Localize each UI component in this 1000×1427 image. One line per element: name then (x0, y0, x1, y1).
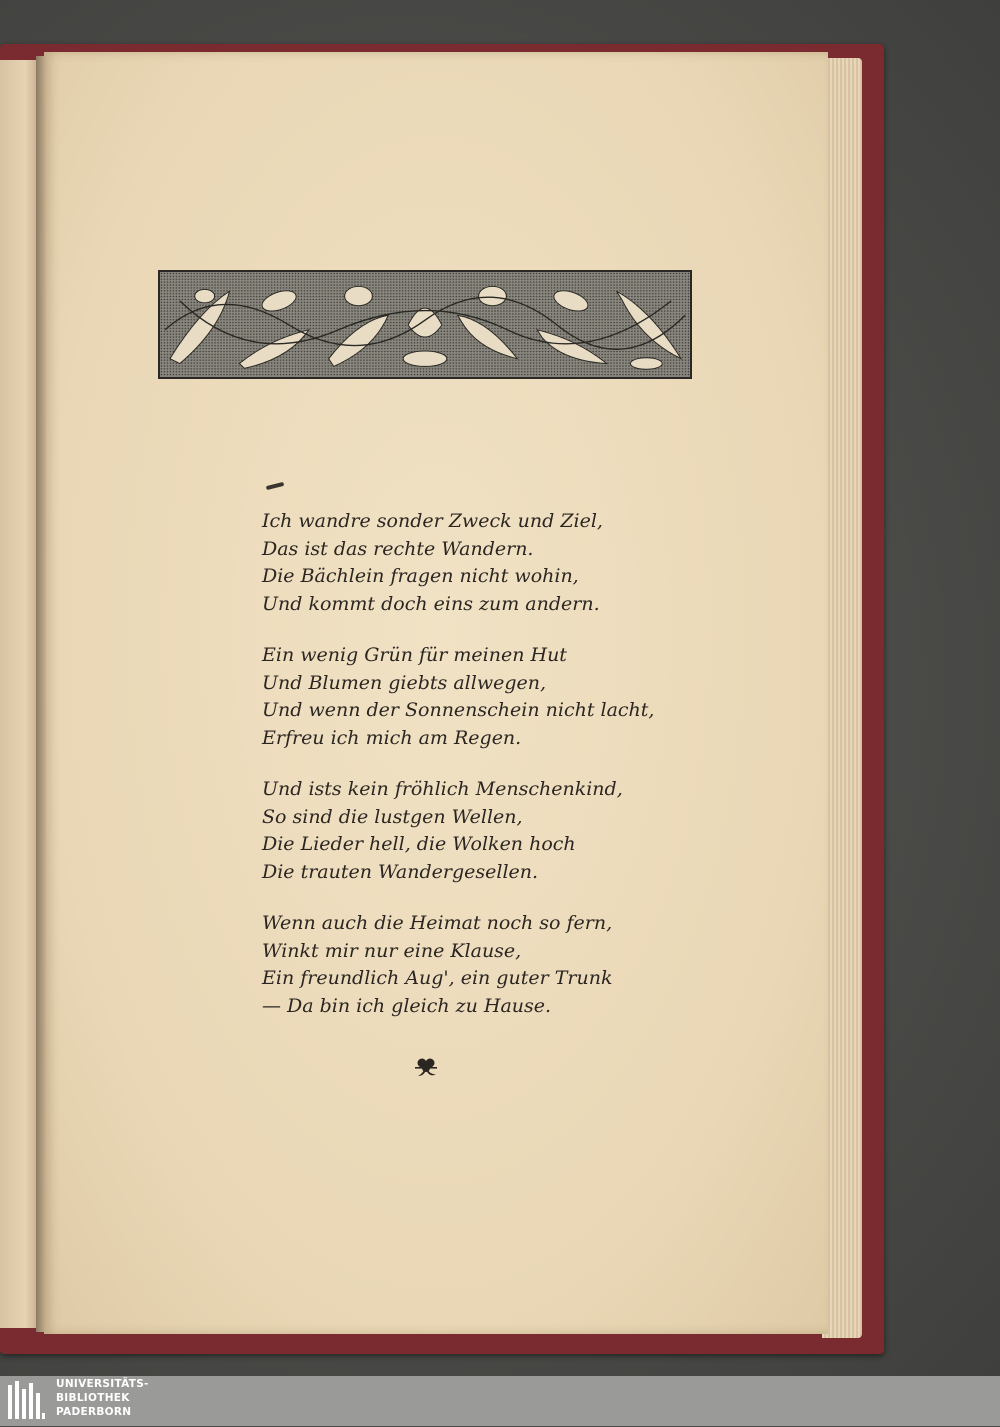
poem-stanza (262, 910, 682, 1020)
logo-line: UNIVERSITÄTS- (56, 1378, 149, 1390)
page-stack-edge (822, 58, 862, 1338)
poem-line: Und wenn der Sonnenschein nicht lacht, (262, 699, 655, 721)
logo-line: PADERBORN (56, 1406, 132, 1418)
poem-line: Ein freundlich Aug', ein guter Trunk (262, 967, 613, 989)
poem-line: Die Lieder hell, die Wolken hoch (262, 833, 576, 855)
poem-stanza (262, 508, 682, 618)
poem-line: Und Blumen giebts allwegen, (262, 671, 547, 694)
logo-line: BIBLIOTHEK (56, 1392, 130, 1404)
library-logo-text (56, 1377, 256, 1419)
poem-line: — Da bin ich gleich zu Hause. (262, 994, 552, 1017)
poem-line: Das ist das rechte Wandern. (262, 537, 534, 560)
poem-line: So sind die lustgen Wellen, (262, 805, 523, 828)
fleuron-ornament-icon (412, 1054, 440, 1082)
poem-line: Erfreu ich mich am Regen. (262, 726, 522, 749)
poem-line: Und kommt doch eins zum andern. (262, 592, 600, 615)
poem-line: Ich wandre sonder Zweck und Ziel, (262, 510, 603, 532)
library-logo-bars-icon (6, 1379, 46, 1423)
poem-line: Die trauten Wandergesellen. (262, 860, 539, 883)
poem-line: Ein wenig Grün für meinen Hut (262, 644, 567, 666)
floral-ornament-banner (158, 270, 692, 379)
poem-line: Die Bächlein fragen nicht wohin, (262, 565, 579, 587)
poem-line: Wenn auch die Heimat noch so fern, (262, 912, 613, 934)
poem-stanza (262, 776, 682, 886)
left-page-edge (0, 60, 36, 1328)
poem-line: Und ists kein fröhlich Menschenkind, (262, 778, 623, 800)
poem (262, 508, 682, 1044)
poem-line: Winkt mir nur eine Klause, (262, 939, 522, 962)
poem-stanza (262, 642, 682, 752)
floral-ornament-icon (160, 272, 690, 377)
book-gutter (36, 56, 46, 1332)
